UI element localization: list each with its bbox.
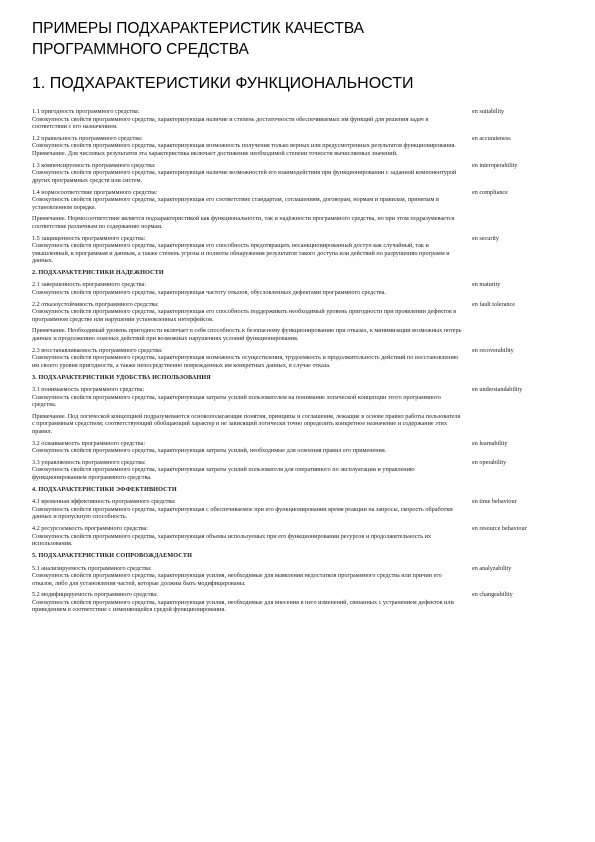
section-heading-functionality: 1. ПОДХАРАКТЕРИСТИКИ ФУНКЦИОНАЛЬНОСТИ [32, 75, 414, 92]
entry-3-2 [32, 440, 572, 455]
definition-2-3: Совокупность свойств программного средства, характеризующая возможность осуществления, трудоемкость и продолжительность действий по восстановлению им своего уровня пригодности, а также непосредственно поврежденных им конкретных данных, в случае отказа. [32, 354, 459, 369]
english-term-4-2: en resource behaviour [472, 525, 527, 533]
document-title-line-1: ПРИМЕРЫ ПОДХАРАКТЕРИСТИК КАЧЕСТВА [32, 20, 364, 37]
note-1-4: Примечание. Нормосоответствие является подхарактеристикой как функциональности, так и надёжности программного средства, но при этом подразумевается соответствие различным по содержанию нормам. [32, 215, 455, 230]
english-term-2-3: en recoverability [472, 346, 514, 354]
definition-5-1: Совокупность свойств программного средства, характеризующая усилия, необходимые для выявления недостатков программного средства или причин его отказов, либо для установления частей, которые должны быть модифицированы. [32, 572, 442, 587]
definition-1-2: Совокупность свойств программного средства, характеризующая возможность получения только верных или предусмотренных результатов функционирования. [32, 142, 456, 150]
entry-1-2 [32, 135, 572, 158]
definition-5-2: Совокупность свойств программного средства, характеризующая усилия, необходимые для внесения в него изменений, связанных с устранением дефектов или приведением в соответствие с изменяющейся средой функционирования. [32, 598, 454, 614]
term-5-1: 5.1 анализируемость программного средства: [32, 564, 152, 572]
term-4-2: 4.2 ресурсоемкость программного средства: [32, 525, 149, 533]
note-2-2: Примечание. Необходимый уровень пригодности включает в себя способность к безопасному функционированию при отказах, к минимизации возможных потерь данных и продолжению опасных действий при возможных нарушениях условий функционирования. [32, 327, 462, 342]
english-term-3-2: en learnability [472, 439, 508, 447]
definition-1-1: Совокупность свойств программного средства, характеризующая наличие и степень достаточности обеспечиваемых им функций для решения задач в соответствии с его назначением. [32, 115, 429, 130]
english-term-1-1: en suitability [472, 108, 505, 115]
term-1-4: 1.4 нормосоответствие программного средства: [32, 188, 158, 196]
document-title-line-2: ПРОГРАММНОГО СРЕДСТВА [32, 41, 249, 58]
term-1-2: 1.2 правильность программного средства: [32, 134, 143, 142]
document-body [32, 108, 572, 618]
term-2-1: 2.1 завершенность программного средства: [32, 281, 146, 289]
definition-2-2: Совокупность свойств программного средства, характеризующая его способность поддерживать необходимый уровень пригодности при проявлении дефектов в программном средстве или нарушении установленных интерфейсов. [32, 308, 457, 323]
english-term-1-5: en security [472, 234, 499, 242]
section-heading-efficiency: 4. ПОДХАРАКТЕРИСТИКИ ЭФФЕКТИВНОСТИ [32, 485, 177, 493]
definition-3-2: Совокупность свойств программного средства, характеризующая затраты усилий, необходимые для освоения правил его применения. [32, 447, 387, 455]
entry-5-1 [32, 565, 572, 588]
section-heading-maintainability: 5. ПОДХАРАКТЕРИСТИКИ СОПРОВОЖДАЕМОСТИ [32, 552, 192, 560]
definition-1-4: Совокупность свойств программного средства, характеризующая его соответствие стандартам, соглашениям, договорам, нормам и правилам, принятым в установленном порядке. [32, 196, 439, 211]
entry-5-2 [32, 591, 572, 614]
entry-3-1 [32, 386, 572, 435]
entry-2-3 [32, 347, 572, 370]
note-3-1: Примечание. Под логической концепцией подразумеваются основополагающие понятия, принципы и соглашения, лежащие в основе правил работы пользователя с программным средством; соответствующий обобщающий характер и не зависящий логически точно определить конкретное назначение и содержание этих правил. [32, 412, 461, 435]
term-5-2: 5.2 модифицируемость программного средства: [32, 591, 158, 599]
document-title [32, 18, 572, 60]
definition-1-5: Совокупность свойств программного средства, характеризующая его способность предотвращать несанкционированный доступ как случайный, так и умышленный, к программам и данным, а также степень угрозы и полноты обнаружения результатов такого доступа или действий по разрушению программ и данных. [32, 242, 450, 265]
entry-4-1 [32, 498, 572, 521]
term-1-3: 1.3 компенсируемость программного средства: [32, 161, 156, 169]
section-heading-usability: 3. ПОДХАРАКТЕРИСТИКИ УДОБСТВА ИСПОЛЬЗОВАНИЯ [32, 373, 211, 381]
definition-3-1: Совокупность свойств программного средства, характеризующая затраты усилий пользователем на понимание логической концепции этого программного средства. [32, 393, 441, 409]
term-3-3: 3.3 управляемость программного средства: [32, 458, 146, 466]
note-1-2: Примечание. Для числовых результатов эта характеристика включает достижение необходимой степени точности вычисляемых значений. [32, 149, 398, 157]
term-3-2: 3.2 осваиваемость программного средства: [32, 439, 146, 447]
english-term-3-1: en understandability [472, 386, 523, 394]
english-term-3-3: en operability [472, 458, 507, 466]
section-heading-reliability: 2. ПОДХАРАКТЕРИСТИКИ НАДЕЖНОСТИ [32, 268, 164, 276]
definition-1-3: Совокупность свойств программного средства, характеризующая наличие возможностей его взаимодействия при функционировании с заданной компонентурой других программных средств или систем. [32, 169, 457, 184]
entry-1-5 [32, 235, 572, 265]
entry-1-4 [32, 189, 572, 231]
entry-3-3 [32, 459, 572, 482]
entry-2-1 [32, 281, 572, 296]
term-1-1: 1.1 пригодность программного средства: [32, 108, 140, 115]
entry-4-2 [32, 525, 572, 548]
entry-1-3 [32, 162, 572, 185]
term-2-2: 2.2 отказоустойчивость программного средства: [32, 300, 159, 308]
english-term-1-2: en accurateness [472, 134, 511, 142]
english-term-1-4: en compliance [472, 188, 508, 196]
english-term-2-2: en fault tolerance [472, 300, 515, 308]
english-term-5-2: en changeability [472, 591, 513, 599]
term-1-5: 1.5 защищенность программного средства: [32, 234, 146, 242]
english-term-5-1: en analyzability [472, 564, 512, 572]
definition-2-1: Совокупность свойств программного средства, характеризующая частоту отказов, обусловленных дефектами программного средства. [32, 288, 386, 296]
entry-1-1 [32, 108, 572, 131]
english-term-4-1: en time behaviour [472, 498, 517, 506]
term-3-1: 3.1 понимаемость программного средства: [32, 386, 145, 394]
definition-4-1: Совокупность свойств программного средства, характеризующая с обеспечиваемое при его функционировании время реакции на запросы, скорость обработки данных и пропускную способность. [32, 505, 453, 521]
definition-4-2: Совокупность свойств программного средства, характеризующая объемы используемых при его функционировании ресурсов и продолжительность их использования. [32, 532, 432, 548]
term-2-3: 2.3 восстанавливаемость программного средства: [32, 346, 163, 354]
entry-2-2 [32, 301, 572, 343]
term-4-1: 4.1 временная эффективность программного средства: [32, 498, 176, 506]
definition-3-3: Совокупность свойств программного средства, характеризующая затраты усилий пользователя для оперативного по эксплуатации и управлению функционированием программного средства. [32, 466, 415, 481]
english-term-2-1: en maturity [472, 281, 501, 289]
english-term-1-3: en interoperability [472, 161, 518, 169]
